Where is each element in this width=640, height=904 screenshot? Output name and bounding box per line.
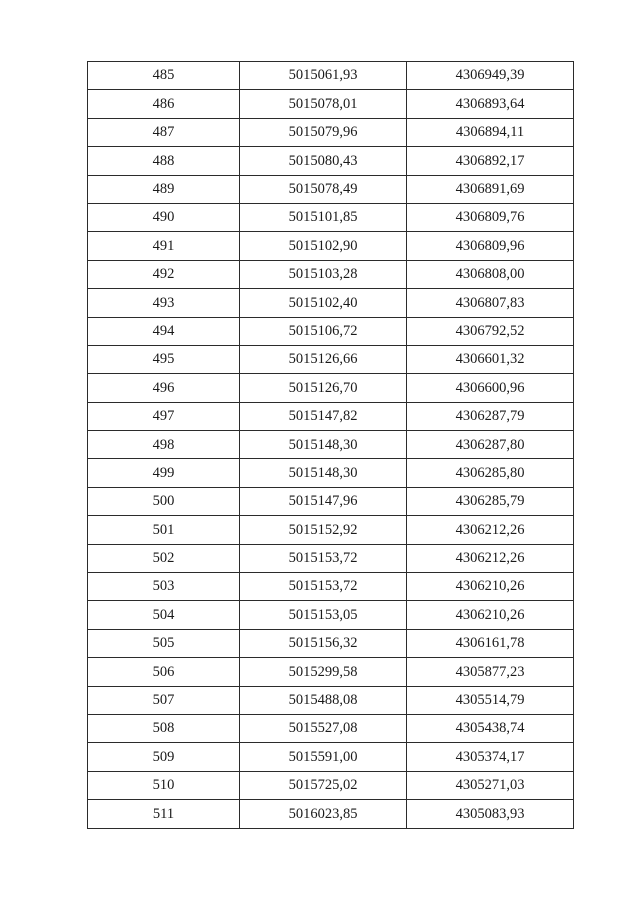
x-coordinate-cell: 5016023,85: [240, 800, 407, 828]
x-coordinate-cell: 5015152,92: [240, 516, 407, 544]
table-row: [88, 431, 574, 459]
table-row: [88, 658, 574, 686]
y-coordinate-cell: 4306808,00: [407, 260, 574, 288]
table-row: [88, 118, 574, 146]
x-coordinate-cell: 5015102,40: [240, 289, 407, 317]
table-row: [88, 601, 574, 629]
x-coordinate-cell: 5015106,72: [240, 317, 407, 345]
table-row: [88, 714, 574, 742]
point-number-cell: 493: [88, 289, 240, 317]
x-coordinate-cell: 5015153,72: [240, 544, 407, 572]
table-row: [88, 544, 574, 572]
x-coordinate-cell: 5015299,58: [240, 658, 407, 686]
point-number-cell: 509: [88, 743, 240, 771]
y-coordinate-cell: 4306212,26: [407, 544, 574, 572]
y-coordinate-cell: 4306212,26: [407, 516, 574, 544]
y-coordinate-cell: 4306210,26: [407, 573, 574, 601]
x-coordinate-cell: 5015078,49: [240, 175, 407, 203]
table-row: [88, 175, 574, 203]
point-number-cell: 508: [88, 714, 240, 742]
x-coordinate-cell: 5015147,96: [240, 487, 407, 515]
point-number-cell: 486: [88, 90, 240, 118]
x-coordinate-cell: 5015148,30: [240, 431, 407, 459]
y-coordinate-cell: 4306601,32: [407, 345, 574, 373]
table-row: [88, 686, 574, 714]
table-row: [88, 62, 574, 90]
point-number-cell: 501: [88, 516, 240, 544]
y-coordinate-cell: 4306792,52: [407, 317, 574, 345]
point-number-cell: 505: [88, 629, 240, 657]
y-coordinate-cell: 4306287,79: [407, 402, 574, 430]
y-coordinate-cell: 4306807,83: [407, 289, 574, 317]
point-number-cell: 506: [88, 658, 240, 686]
y-coordinate-cell: 4306809,96: [407, 232, 574, 260]
point-number-cell: 507: [88, 686, 240, 714]
point-number-cell: 496: [88, 374, 240, 402]
x-coordinate-cell: 5015488,08: [240, 686, 407, 714]
table-row: [88, 232, 574, 260]
y-coordinate-cell: 4306892,17: [407, 147, 574, 175]
point-number-cell: 503: [88, 573, 240, 601]
y-coordinate-cell: 4306285,80: [407, 459, 574, 487]
point-number-cell: 510: [88, 771, 240, 799]
point-number-cell: 489: [88, 175, 240, 203]
x-coordinate-cell: 5015153,05: [240, 601, 407, 629]
table-row: [88, 317, 574, 345]
point-number-cell: 487: [88, 118, 240, 146]
y-coordinate-cell: 4305877,23: [407, 658, 574, 686]
table-row: [88, 260, 574, 288]
x-coordinate-cell: 5015148,30: [240, 459, 407, 487]
y-coordinate-cell: 4306161,78: [407, 629, 574, 657]
coordinates-table: [87, 61, 574, 829]
y-coordinate-cell: 4305271,03: [407, 771, 574, 799]
x-coordinate-cell: 5015126,70: [240, 374, 407, 402]
y-coordinate-cell: 4306285,79: [407, 487, 574, 515]
point-number-cell: 490: [88, 203, 240, 231]
table-row: [88, 800, 574, 828]
x-coordinate-cell: 5015080,43: [240, 147, 407, 175]
x-coordinate-cell: 5015156,32: [240, 629, 407, 657]
table-row: [88, 374, 574, 402]
y-coordinate-cell: 4306809,76: [407, 203, 574, 231]
point-number-cell: 485: [88, 62, 240, 90]
point-number-cell: 491: [88, 232, 240, 260]
point-number-cell: 492: [88, 260, 240, 288]
y-coordinate-cell: 4306210,26: [407, 601, 574, 629]
point-number-cell: 497: [88, 402, 240, 430]
x-coordinate-cell: 5015103,28: [240, 260, 407, 288]
table-row: [88, 771, 574, 799]
table-row: [88, 516, 574, 544]
y-coordinate-cell: 4306949,39: [407, 62, 574, 90]
x-coordinate-cell: 5015126,66: [240, 345, 407, 373]
x-coordinate-cell: 5015591,00: [240, 743, 407, 771]
y-coordinate-cell: 4306894,11: [407, 118, 574, 146]
table-row: [88, 743, 574, 771]
point-number-cell: 499: [88, 459, 240, 487]
x-coordinate-cell: 5015725,02: [240, 771, 407, 799]
point-number-cell: 495: [88, 345, 240, 373]
point-number-cell: 502: [88, 544, 240, 572]
x-coordinate-cell: 5015153,72: [240, 573, 407, 601]
x-coordinate-cell: 5015527,08: [240, 714, 407, 742]
x-coordinate-cell: 5015102,90: [240, 232, 407, 260]
table-row: [88, 487, 574, 515]
y-coordinate-cell: 4306600,96: [407, 374, 574, 402]
y-coordinate-cell: 4305083,93: [407, 800, 574, 828]
x-coordinate-cell: 5015061,93: [240, 62, 407, 90]
y-coordinate-cell: 4306893,64: [407, 90, 574, 118]
point-number-cell: 488: [88, 147, 240, 175]
x-coordinate-cell: 5015079,96: [240, 118, 407, 146]
point-number-cell: 504: [88, 601, 240, 629]
table-row: [88, 289, 574, 317]
table-row: [88, 203, 574, 231]
point-number-cell: 500: [88, 487, 240, 515]
table-row: [88, 629, 574, 657]
x-coordinate-cell: 5015101,85: [240, 203, 407, 231]
y-coordinate-cell: 4305374,17: [407, 743, 574, 771]
point-number-cell: 511: [88, 800, 240, 828]
coordinates-table-body: [88, 62, 574, 829]
y-coordinate-cell: 4306891,69: [407, 175, 574, 203]
table-row: [88, 147, 574, 175]
y-coordinate-cell: 4306287,80: [407, 431, 574, 459]
table-row: [88, 573, 574, 601]
point-number-cell: 494: [88, 317, 240, 345]
y-coordinate-cell: 4305514,79: [407, 686, 574, 714]
x-coordinate-cell: 5015147,82: [240, 402, 407, 430]
table-row: [88, 459, 574, 487]
x-coordinate-cell: 5015078,01: [240, 90, 407, 118]
y-coordinate-cell: 4305438,74: [407, 714, 574, 742]
table-row: [88, 345, 574, 373]
table-row: [88, 402, 574, 430]
table-row: [88, 90, 574, 118]
point-number-cell: 498: [88, 431, 240, 459]
